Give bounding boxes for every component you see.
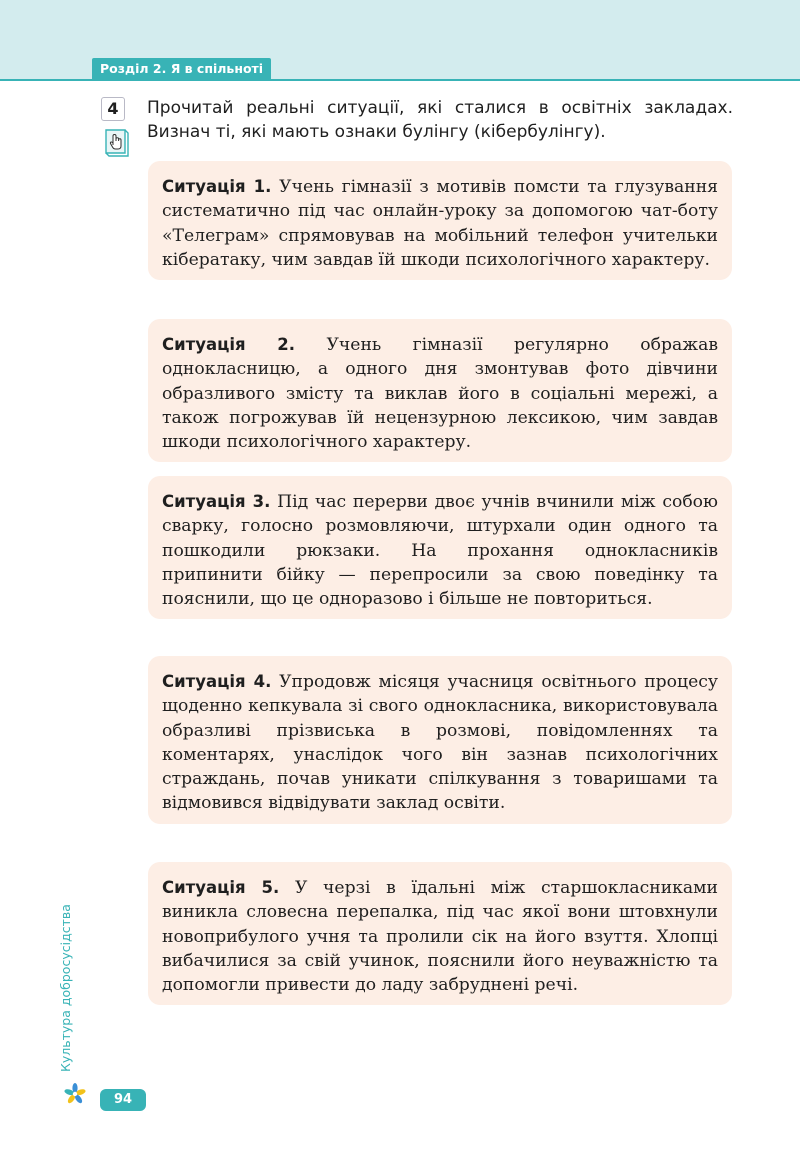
situation-text: Учень гімназії регулярно ображав однокласницю, а одного дня змонтував фото дівчини образливого змісту та виклав його в соціальні мережі, а також погрожував їй нецензурною лексикою, чим завдав шкоди психологічного характеру.: [162, 335, 718, 453]
situation-title: Ситуація 2.: [162, 335, 296, 354]
situation-paragraph: [162, 175, 718, 272]
situation-title: Ситуація 4.: [162, 672, 272, 691]
situation-title: Ситуація 1.: [162, 177, 272, 196]
side-label: Культура добросусідства: [58, 904, 73, 1072]
task-number: 4: [101, 97, 125, 121]
situation-card-2: [148, 319, 732, 462]
situation-card-1: [148, 161, 732, 280]
situation-card-5: [148, 862, 732, 1005]
situation-text: Учень гімназії з мотивів помсти та глузування систематично під час онлайн-уроку за допомогою чат-боту «Телеграм» спрямовував на мобільний телефон учительки кібератаку, чим завдав їй шкоди психологічного характеру.: [162, 177, 718, 270]
flower-logo-icon: [64, 1083, 86, 1105]
section-label: Розділ 2. Я в спільноті: [92, 58, 271, 80]
situation-text: У черзі в їдальні між старшокласниками виникла словесна перепалка, під час якої вони штовхнули новоприбулого учня та пролили сік на його взуття. Хлопці вибачилися за свій учинок, пояснили його неуважністю та допомогли привести до ладу забруднені речі.: [162, 878, 718, 996]
situation-text: Упродовж місяця учасниця освітнього процесу щоденно кепкувала зі свого однокласника, використовувала образливі прізвиська в розмові, повідомленнях та коментарях, унаслідок чого він зазнав психологічних страждань, почав уникати спілкування з товаришами та відмовився відвідувати заклад освіти.: [162, 672, 718, 814]
situation-paragraph: [162, 333, 718, 454]
situation-paragraph: [162, 670, 718, 816]
task-instruction: Прочитай реальні ситуації, які сталися в освітніх закладах. Визнач ті, які мають ознаки булінгу (кібербулінгу).: [147, 98, 733, 142]
situation-paragraph: [162, 876, 718, 997]
situation-card-4: [148, 656, 732, 824]
situation-title: Ситуація 3.: [162, 492, 271, 511]
situation-title: Ситуація 5.: [162, 878, 280, 897]
hand-pointer-notebook-icon: [103, 127, 131, 157]
page-number: 94: [100, 1089, 146, 1111]
situation-text: Під час перерви двоє учнів вчинили між собою сварку, голосно розмовляючи, штурхали один одного та пошкодили рюкзаки. На прохання однокласників припинити бійку — перепросили за свою поведінку та пояснили, що це одноразово і більше не повториться.: [162, 492, 718, 610]
situation-card-3: [148, 476, 732, 619]
situation-paragraph: [162, 490, 718, 611]
